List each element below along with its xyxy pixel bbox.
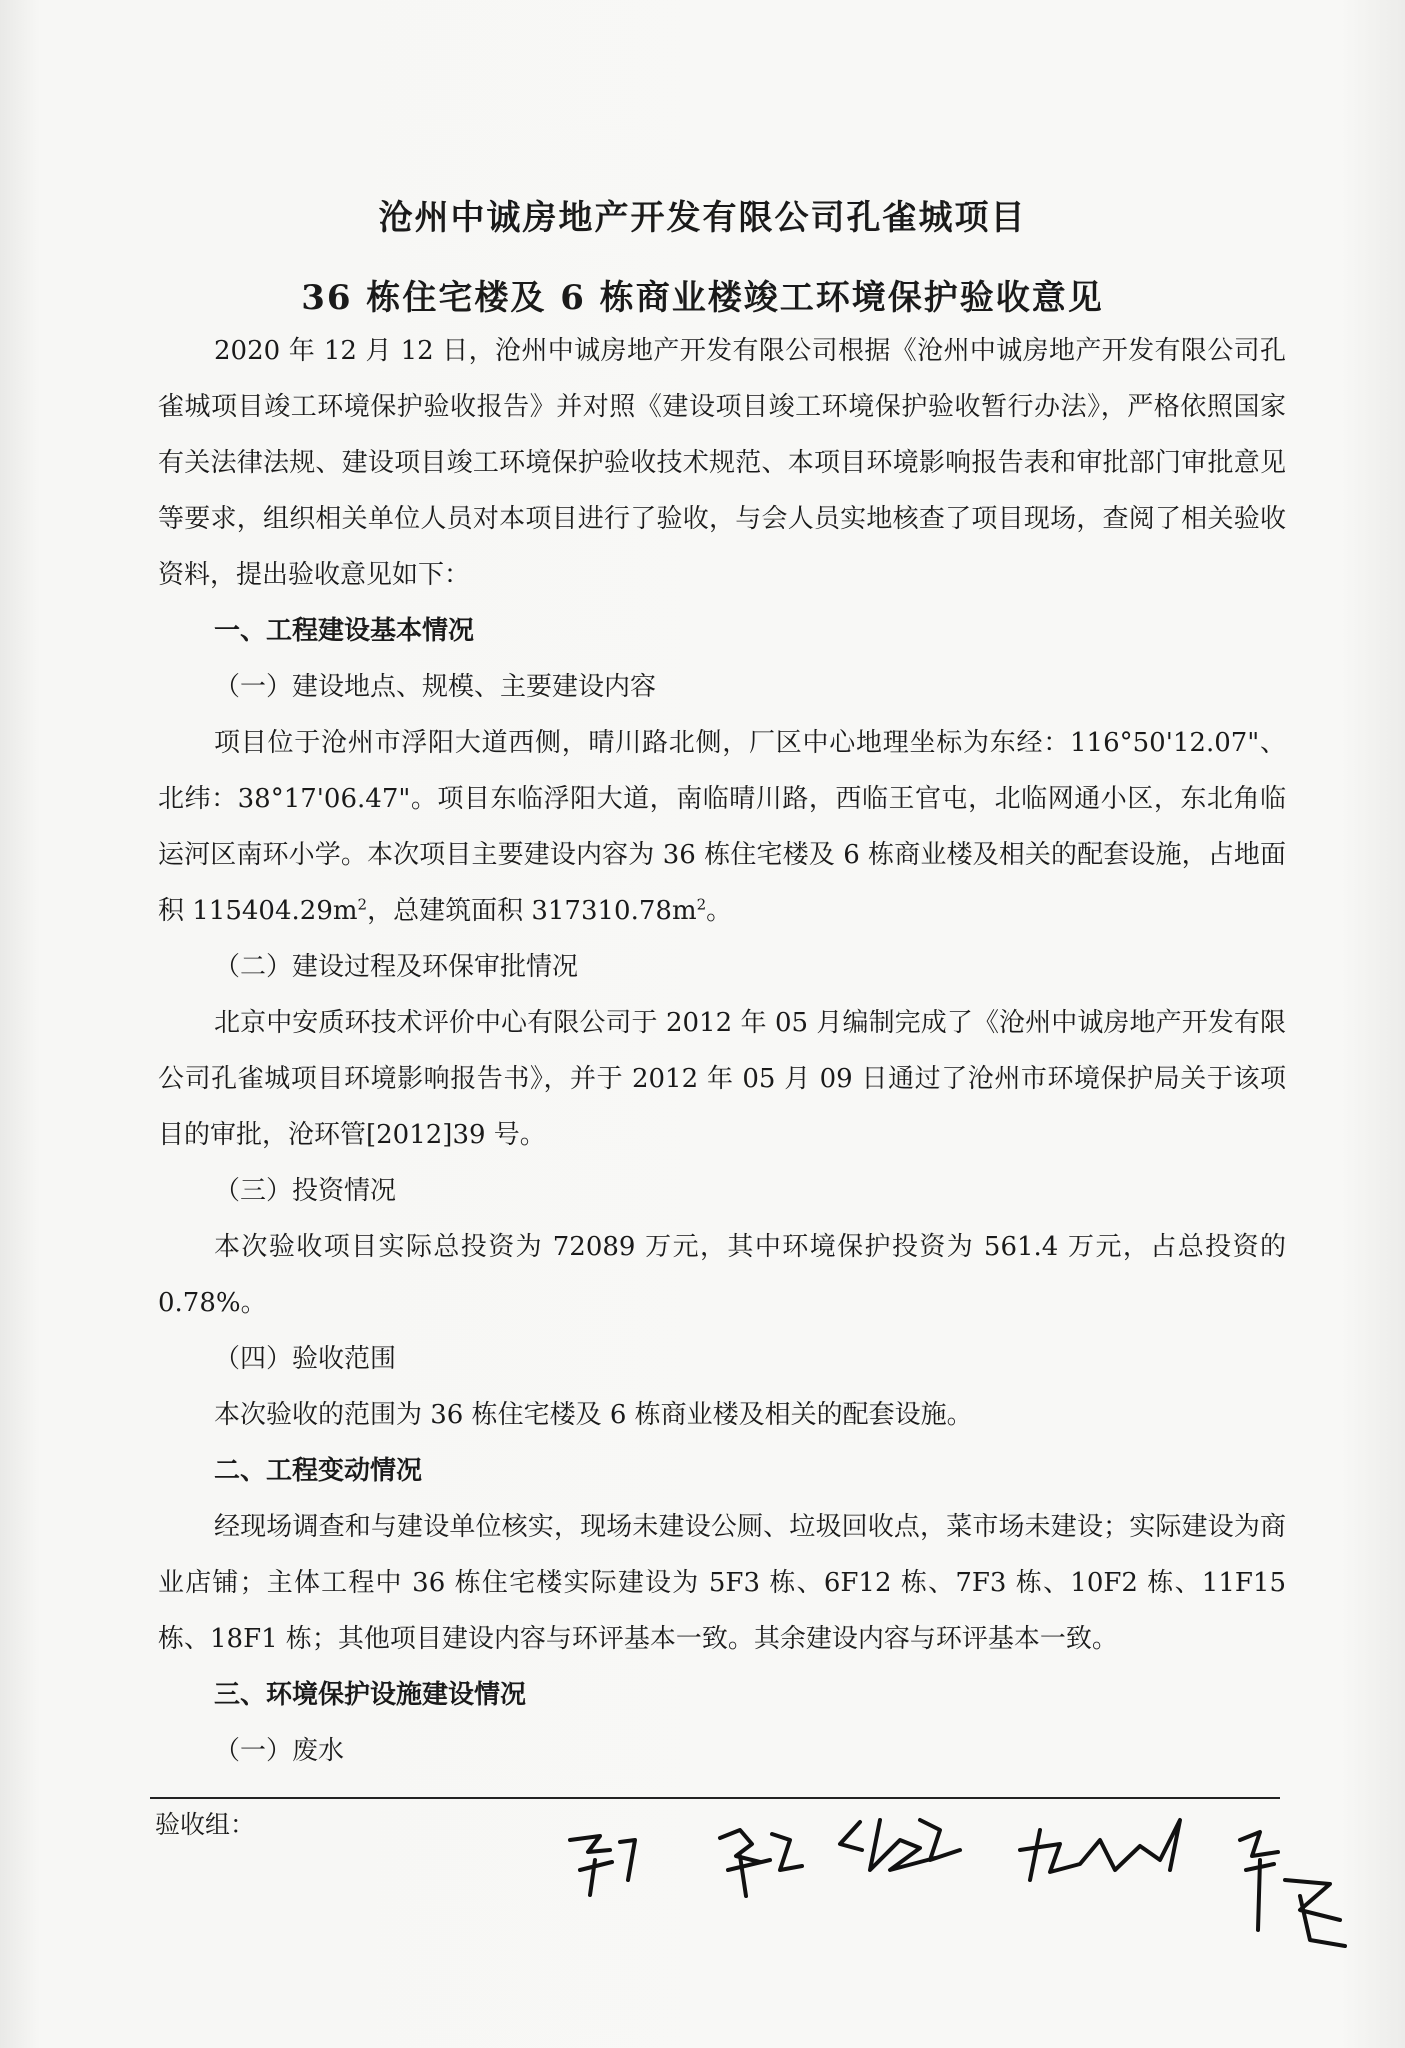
intro-paragraph: 2020 年 12 月 12 日，沧州中诚房地产开发有限公司根据《沧州中诚房地产开发有限公司孔雀城项目竣工环境保护验收报告》并对照《建设项目竣工环境保护验收暂行办法》，严格依照国家有关法律法规、建设项目竣工环境保护验收技术规范、本项目环境影响报告表和审批部门审批意见等要求，组织相关单位人员对本项目进行了验收，与会人员实地核查了项目现场，查阅了相关验收资料，提出验收意见如下：	[158, 336, 1286, 590]
section1-heading: 一、工程建设基本情况	[214, 616, 475, 646]
document-title-line1: 沧州中诚房地产开发有限公司孔雀城项目	[378, 198, 1027, 238]
sub1-text-a: 项目位于沧州市浮阳大道西侧，晴川路北侧，厂区中心地理坐标为东经：116°50'12.07"、北纬：38°17'06.47"。项目东临浮阳大道，南临晴川路，西临王官屯，北临网通小区，东北角临运河区南环小学。本次项目主要建设内容为 36 栋住宅楼及 6 栋商业楼及相关的配套设施，占地面积 115404.29m	[158, 728, 1286, 926]
section1-sub1-heading: （一）建设地点、规模、主要建设内容	[214, 672, 657, 702]
section1-sub3-paragraph: 本次验收项目实际总投资为 72089 万元，其中环境保护投资为 561.4 万元，占总投资的 0.78%。	[158, 1232, 1286, 1318]
body-text	[158, 323, 1286, 1779]
section1-sub2-paragraph: 北京中安质环技术评价中心有限公司于 2012 年 05 月编制完成了《沧州中诚房地产开发有限公司孔雀城项目环境影响报告书》，并于 2012 年 05 月 09 日通过了沧州市环境保护局关于该项目的审批，沧环管[2012]39 号。	[158, 1008, 1286, 1150]
section1-sub3-heading: （三）投资情况	[214, 1176, 397, 1206]
section1-sub4-heading: （四）验收范围	[214, 1344, 397, 1374]
section1-sub4-paragraph: 本次验收的范围为 36 栋住宅楼及 6 栋商业楼及相关的配套设施。	[214, 1400, 973, 1430]
document-title-line2: 36 栋住宅楼及 6 栋商业楼竣工环境保护验收意见	[301, 278, 1104, 318]
signature-1	[570, 1836, 635, 1895]
section2-heading: 二、工程变动情况	[214, 1456, 423, 1486]
section3-sub1-heading: （一）废水	[214, 1736, 345, 1766]
section1-sub2-heading: （二）建设过程及环保审批情况	[214, 952, 579, 982]
footer-rule	[150, 1797, 1280, 1799]
signature-5	[1240, 1832, 1345, 1946]
area-superscript-1: 2	[357, 895, 368, 914]
signature-3	[840, 1820, 960, 1870]
section3-heading: 三、环境保护设施建设情况	[214, 1680, 527, 1710]
handwritten-signatures	[540, 1800, 1360, 1990]
acceptance-group-label: 验收组：	[155, 1810, 256, 1839]
signature-2	[720, 1830, 802, 1896]
area-superscript-2: 2	[696, 895, 707, 914]
sub1-text-b: ，总建筑面积 317310.78m	[367, 896, 697, 926]
section1-sub1-paragraph	[158, 715, 1286, 939]
section2-paragraph: 经现场调查和与建设单位核实，现场未建设公厕、垃圾回收点，菜市场未建设；实际建设为商业店铺；主体工程中 36 栋住宅楼实际建设为 5F3 栋、6F12 栋、7F3 栋、10F2 栋、11F15 栋、18F1 栋；其他项目建设内容与环评基本一致。其余建设内容与环评基本一致。	[158, 1512, 1286, 1654]
signature-4	[1020, 1820, 1180, 1880]
sub1-text-c: 。	[706, 896, 733, 926]
